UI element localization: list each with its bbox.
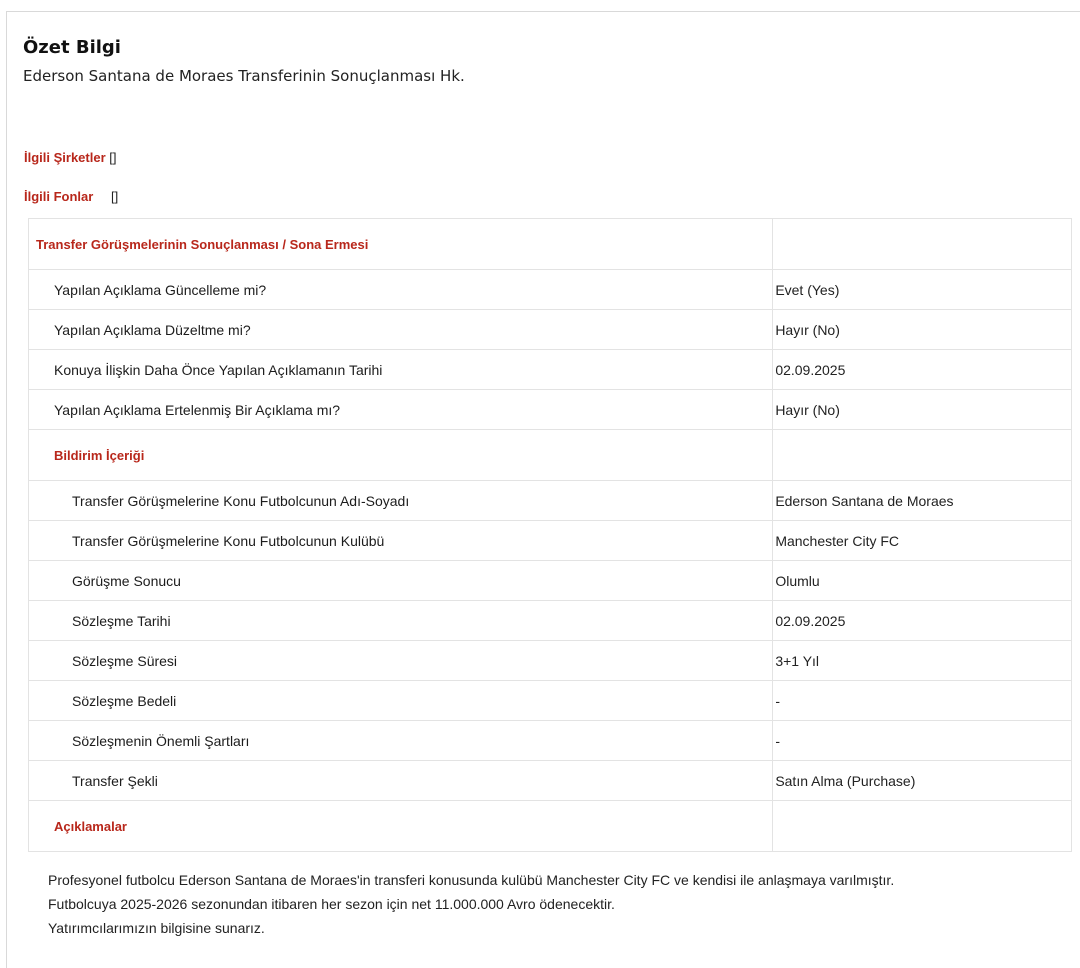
row-label: Konuya İlişkin Daha Önce Yapılan Açıklamanın Tarihi: [29, 350, 773, 390]
row-label: Sözleşme Süresi: [29, 641, 773, 681]
subsection-header-row: [29, 801, 1072, 852]
explanation-text: [48, 868, 1058, 940]
table-row: [29, 310, 1072, 350]
row-label: Sözleşme Bedeli: [29, 681, 773, 721]
related-companies-value: []: [109, 150, 117, 165]
row-label: Yapılan Açıklama Güncelleme mi?: [29, 270, 773, 310]
row-value: 02.09.2025: [773, 350, 1072, 390]
row-value: Hayır (No): [773, 310, 1072, 350]
row-label: Sözleşme Tarihi: [29, 601, 773, 641]
explanation-line: Profesyonel futbolcu Ederson Santana de Moraes'in transferi konusunda kulübü Manchester City FC ve kendisi ile anlaşmaya varılmıştır.: [48, 872, 895, 888]
row-value: Manchester City FC: [773, 521, 1072, 561]
explanations-title: Açıklamalar: [29, 801, 773, 852]
related-funds-value: []: [110, 189, 119, 204]
table-row: [29, 481, 1072, 521]
table-row: [29, 390, 1072, 430]
table-row: [29, 561, 1072, 601]
row-label: Transfer Şekli: [29, 761, 773, 801]
row-value: -: [773, 721, 1072, 761]
table-row: [29, 270, 1072, 310]
related-companies: [24, 150, 117, 165]
disclosure-table: [28, 218, 1072, 852]
content-title: Bildirim İçeriği: [29, 430, 773, 481]
summary-title: Özet Bilgi: [23, 37, 121, 58]
explanation-line: Yatırımcılarımızın bilgisine sunarız.: [48, 920, 265, 936]
table-row: [29, 761, 1072, 801]
table-row: [29, 721, 1072, 761]
row-label: Yapılan Açıklama Ertelenmiş Bir Açıklama mı?: [29, 390, 773, 430]
row-value: Evet (Yes): [773, 270, 1072, 310]
row-value: Olumlu: [773, 561, 1072, 601]
row-value: Hayır (No): [773, 390, 1072, 430]
related-companies-label: İlgili Şirketler: [24, 150, 106, 165]
related-funds-label: İlgili Fonlar: [24, 189, 94, 204]
table-row: [29, 521, 1072, 561]
section-header-row: [29, 219, 1072, 270]
row-value: 02.09.2025: [773, 601, 1072, 641]
row-value: Satın Alma (Purchase): [773, 761, 1072, 801]
table-row: [29, 350, 1072, 390]
row-label: Görüşme Sonucu: [29, 561, 773, 601]
explanation-line: Futbolcuya 2025-2026 sezonundan itibaren her sezon için net 11.000.000 Avro ödenecektir.: [48, 896, 615, 912]
summary-subject: Ederson Santana de Moraes Transferinin Sonuçlanması Hk.: [23, 67, 465, 85]
row-label: Sözleşmenin Önemli Şartları: [29, 721, 773, 761]
table-row: [29, 681, 1072, 721]
table-row: [29, 601, 1072, 641]
row-label: Yapılan Açıklama Düzeltme mi?: [29, 310, 773, 350]
row-value: -: [773, 681, 1072, 721]
row-value: Ederson Santana de Moraes: [773, 481, 1072, 521]
row-label: Transfer Görüşmelerine Konu Futbolcunun Adı-Soyadı: [29, 481, 773, 521]
row-value: 3+1 Yıl: [773, 641, 1072, 681]
related-funds: [24, 189, 118, 204]
section-title: Transfer Görüşmelerinin Sonuçlanması / Sona Ermesi: [29, 219, 773, 270]
row-label: Transfer Görüşmelerine Konu Futbolcunun Kulübü: [29, 521, 773, 561]
table-row: [29, 641, 1072, 681]
subsection-header-row: [29, 430, 1072, 481]
